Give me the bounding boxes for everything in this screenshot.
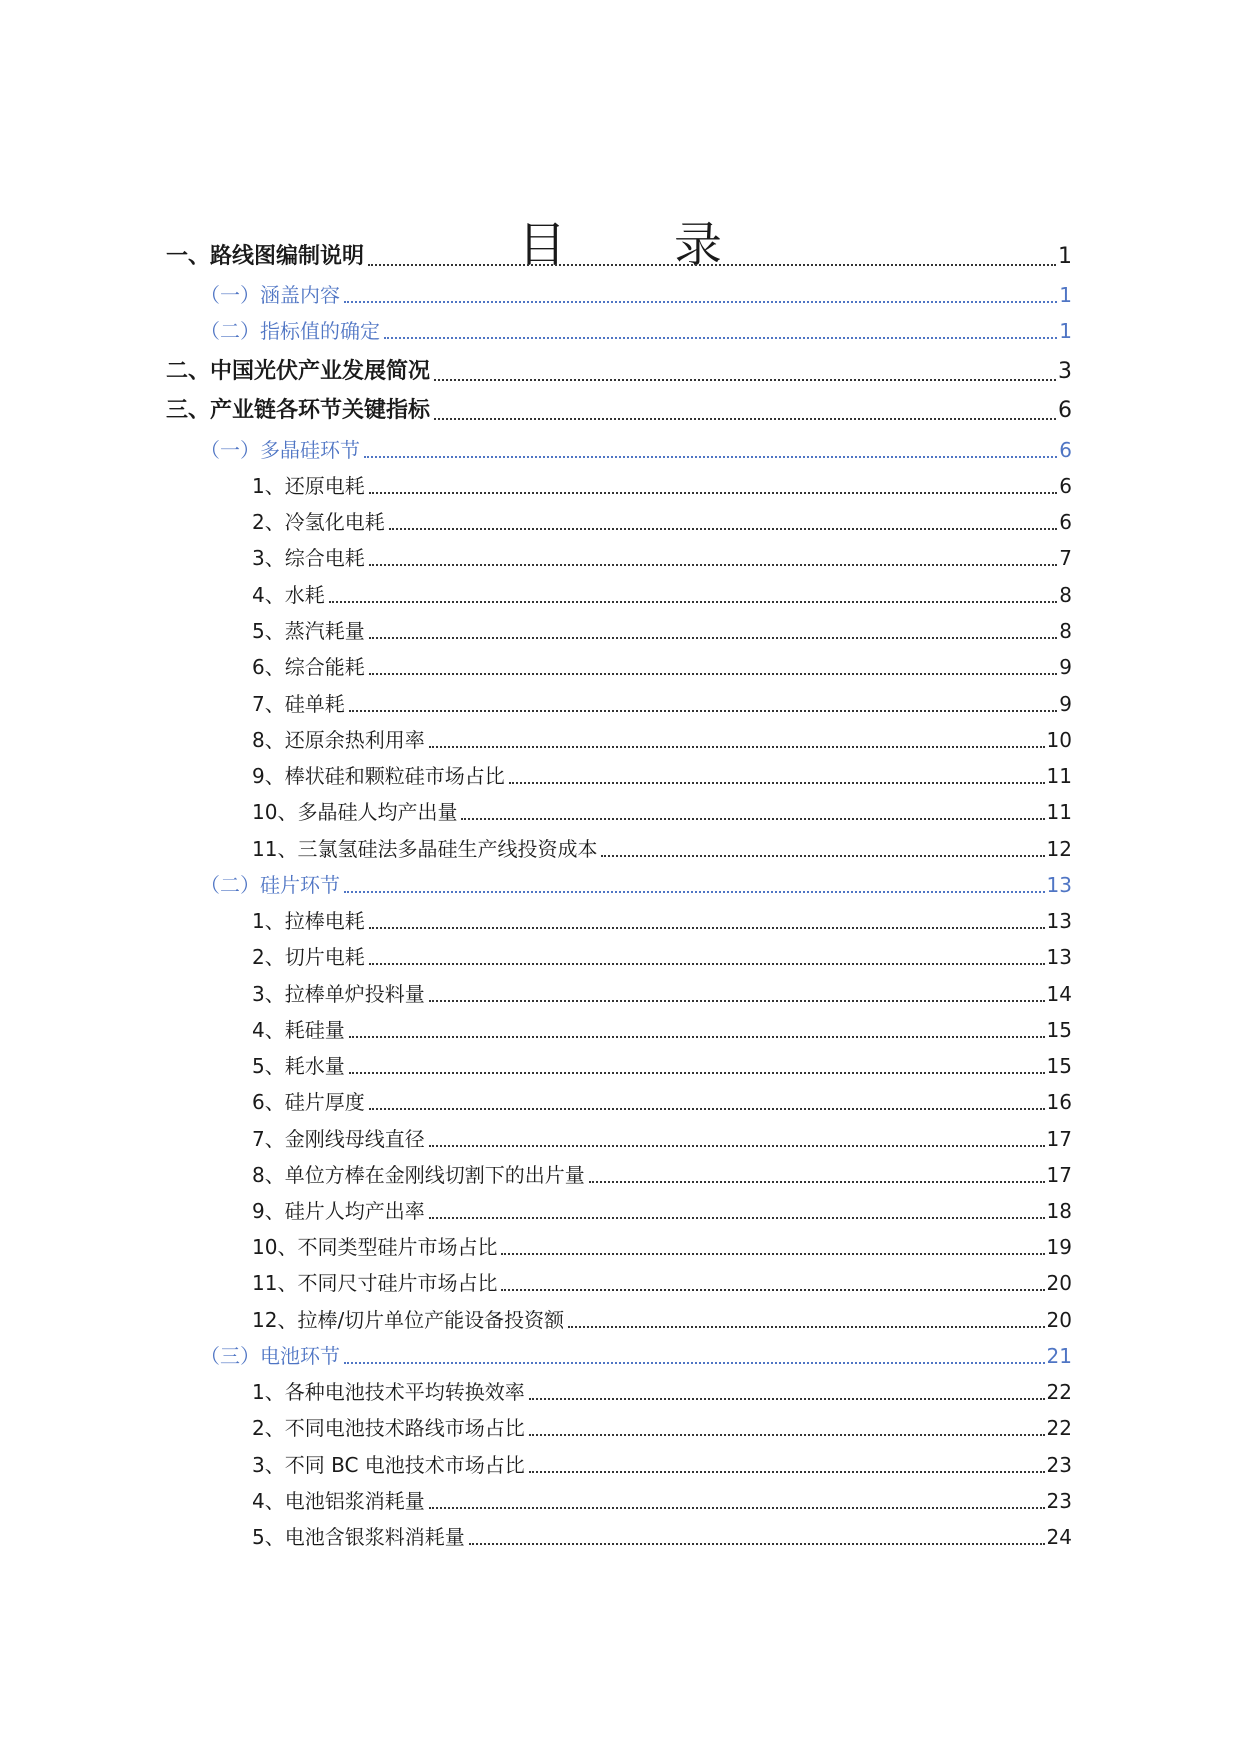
toc-dot-leader bbox=[568, 1326, 1044, 1328]
toc-entry-label: 11、三氯氢硅法多晶硅生产线投资成本 bbox=[252, 837, 598, 861]
toc-entry-label: 1、拉棒电耗 bbox=[252, 909, 365, 933]
toc-dot-leader bbox=[344, 891, 1045, 893]
toc-page-number: 13 bbox=[1046, 945, 1072, 969]
toc-chapter-entry[interactable] bbox=[166, 241, 1072, 273]
toc-entry-label: 12、拉棒/切片单位产能设备投资额 bbox=[252, 1308, 565, 1332]
toc-entry-label: 7、金刚线母线直径 bbox=[252, 1127, 425, 1151]
toc-item-entry[interactable] bbox=[252, 979, 1072, 1009]
toc-page-number: 22 bbox=[1046, 1380, 1072, 1404]
toc-item-entry[interactable] bbox=[252, 1377, 1072, 1407]
toc-entry-label: 9、硅片人均产出率 bbox=[252, 1199, 425, 1223]
toc-entry-label: 8、单位方棒在金刚线切割下的出片量 bbox=[252, 1163, 585, 1187]
toc-dot-leader bbox=[329, 601, 1058, 603]
toc-dot-leader bbox=[369, 564, 1058, 566]
toc-chapter-entry[interactable] bbox=[166, 395, 1072, 427]
toc-entry-label: 10、不同类型硅片市场占比 bbox=[252, 1235, 498, 1259]
toc-page-number: 20 bbox=[1046, 1308, 1072, 1332]
toc-item-entry[interactable] bbox=[252, 543, 1072, 573]
toc-entry-label: 7、硅单耗 bbox=[252, 692, 345, 716]
toc-page-number: 10 bbox=[1046, 728, 1072, 752]
toc-item-entry[interactable] bbox=[252, 1087, 1072, 1117]
toc-item-entry[interactable] bbox=[252, 725, 1072, 755]
toc-entry-label: 二、中国光伏产业发展简况 bbox=[166, 359, 431, 384]
toc-item-entry[interactable] bbox=[252, 1522, 1072, 1552]
toc-item-entry[interactable] bbox=[252, 507, 1072, 537]
toc-dot-leader bbox=[429, 1507, 1045, 1509]
toc-item-entry[interactable] bbox=[252, 761, 1072, 791]
toc-dot-leader bbox=[369, 963, 1045, 965]
toc-title: 目 录 bbox=[517, 217, 752, 274]
toc-dot-leader bbox=[429, 1145, 1045, 1147]
toc-dot-leader bbox=[529, 1434, 1045, 1436]
toc-entry-label: （三）电池环节 bbox=[200, 1344, 340, 1368]
toc-page-number: 23 bbox=[1046, 1453, 1072, 1477]
toc-page-number: 14 bbox=[1046, 982, 1072, 1006]
toc-dot-leader bbox=[349, 710, 1058, 712]
toc-dot-leader bbox=[434, 379, 1056, 381]
toc-item-entry[interactable] bbox=[252, 1486, 1072, 1516]
toc-entry-label: 3、综合电耗 bbox=[252, 546, 365, 570]
toc-page-number: 6 bbox=[1059, 474, 1072, 498]
toc-dot-leader bbox=[509, 782, 1045, 784]
toc-page-number: 11 bbox=[1046, 800, 1072, 824]
toc-dot-leader bbox=[501, 1253, 1044, 1255]
toc-entry-label: 3、拉棒单炉投料量 bbox=[252, 982, 425, 1006]
toc-dot-leader bbox=[589, 1181, 1045, 1183]
toc-entry-label: （一）多晶硅环节 bbox=[200, 438, 360, 462]
toc-page-number: 15 bbox=[1046, 1054, 1072, 1078]
toc-item-entry[interactable] bbox=[252, 906, 1072, 936]
toc-entry-label: 1、各种电池技术平均转换效率 bbox=[252, 1380, 525, 1404]
toc-dot-leader bbox=[469, 1543, 1045, 1545]
toc-item-entry[interactable] bbox=[252, 942, 1072, 972]
toc-dot-leader bbox=[434, 418, 1056, 420]
toc-entry-label: 一、路线图编制说明 bbox=[166, 244, 365, 269]
toc-dot-leader bbox=[389, 528, 1058, 530]
toc-item-entry[interactable] bbox=[252, 616, 1072, 646]
toc-page-number: 18 bbox=[1046, 1199, 1072, 1223]
toc-entry-label: 6、综合能耗 bbox=[252, 655, 365, 679]
toc-page-number: 9 bbox=[1059, 655, 1072, 679]
toc-entry-label: 4、耗硅量 bbox=[252, 1018, 345, 1042]
toc-entry-label: 5、电池含银浆料消耗量 bbox=[252, 1525, 465, 1549]
toc-entry-label: （二）指标值的确定 bbox=[200, 319, 380, 343]
toc-dot-leader bbox=[529, 1398, 1045, 1400]
toc-page-number: 21 bbox=[1046, 1344, 1072, 1368]
toc-item-entry[interactable] bbox=[252, 471, 1072, 501]
toc-dot-leader bbox=[429, 746, 1045, 748]
toc-dot-leader bbox=[364, 456, 1057, 458]
toc-item-entry[interactable] bbox=[252, 1268, 1072, 1298]
toc-dot-leader bbox=[384, 337, 1057, 339]
toc-page-number: 16 bbox=[1046, 1090, 1072, 1114]
toc-entry-label: 2、切片电耗 bbox=[252, 945, 365, 969]
toc-page-number: 3 bbox=[1058, 359, 1072, 384]
toc-dot-leader bbox=[349, 1072, 1045, 1074]
toc-entry-label: 9、棒状硅和颗粒硅市场占比 bbox=[252, 764, 505, 788]
toc-item-entry[interactable] bbox=[252, 689, 1072, 719]
toc-item-entry[interactable] bbox=[252, 1305, 1072, 1335]
toc-entry-label: 5、耗水量 bbox=[252, 1054, 345, 1078]
toc-page-number: 24 bbox=[1046, 1525, 1072, 1549]
toc-page-number: 8 bbox=[1059, 619, 1072, 643]
toc-page-number: 23 bbox=[1046, 1489, 1072, 1513]
toc-entry-label: 4、电池铝浆消耗量 bbox=[252, 1489, 425, 1513]
toc-dot-leader bbox=[369, 673, 1058, 675]
toc-dot-leader bbox=[369, 492, 1058, 494]
toc-page-number: 7 bbox=[1059, 546, 1072, 570]
toc-dot-leader bbox=[369, 927, 1045, 929]
toc-entry-label: 8、还原余热利用率 bbox=[252, 728, 425, 752]
toc-item-entry[interactable] bbox=[252, 1015, 1072, 1045]
toc-item-entry[interactable] bbox=[252, 1196, 1072, 1226]
toc-page-number: 6 bbox=[1059, 510, 1072, 534]
toc-entry-label: 5、蒸汽耗量 bbox=[252, 619, 365, 643]
toc-section-entry[interactable] bbox=[200, 280, 1072, 310]
toc-item-entry[interactable] bbox=[252, 1450, 1072, 1480]
toc-entry-label: 10、多晶硅人均产出量 bbox=[252, 800, 458, 824]
toc-dot-leader bbox=[429, 1000, 1045, 1002]
toc-item-entry[interactable] bbox=[252, 834, 1072, 864]
toc-entry-label: 3、不同 BC 电池技术市场占比 bbox=[252, 1453, 525, 1477]
toc-entry-label: （二）硅片环节 bbox=[200, 873, 340, 897]
toc-page-number: 1 bbox=[1059, 283, 1072, 307]
toc-item-entry[interactable] bbox=[252, 580, 1072, 610]
toc-dot-leader bbox=[461, 818, 1044, 820]
toc-dot-leader bbox=[529, 1471, 1045, 1473]
toc-page-number: 6 bbox=[1059, 438, 1072, 462]
toc-entry-label: 6、硅片厚度 bbox=[252, 1090, 365, 1114]
toc-entry-label: 2、不同电池技术路线市场占比 bbox=[252, 1416, 525, 1440]
toc-dot-leader bbox=[344, 301, 1057, 303]
toc-page-number: 15 bbox=[1046, 1018, 1072, 1042]
toc-page-number: 1 bbox=[1059, 319, 1072, 343]
toc-page-number: 22 bbox=[1046, 1416, 1072, 1440]
toc-entry-label: 1、还原电耗 bbox=[252, 474, 365, 498]
toc-entry-label: （一）涵盖内容 bbox=[200, 283, 340, 307]
toc-item-entry[interactable] bbox=[252, 797, 1072, 827]
toc-page-number: 12 bbox=[1046, 837, 1072, 861]
toc-entry-label: 11、不同尺寸硅片市场占比 bbox=[252, 1271, 498, 1295]
toc-dot-leader bbox=[429, 1217, 1045, 1219]
toc-item-entry[interactable] bbox=[252, 652, 1072, 682]
toc-page-number: 1 bbox=[1058, 244, 1072, 269]
toc-dot-leader bbox=[368, 264, 1056, 266]
toc-entry-label: 4、水耗 bbox=[252, 583, 325, 607]
toc-section-entry[interactable] bbox=[200, 1341, 1072, 1371]
toc-dot-leader bbox=[369, 1108, 1045, 1110]
toc-page-number: 11 bbox=[1046, 764, 1072, 788]
toc-dot-leader bbox=[369, 637, 1058, 639]
toc-item-entry[interactable] bbox=[252, 1160, 1072, 1190]
toc-dot-leader bbox=[344, 1362, 1045, 1364]
toc-page-number: 8 bbox=[1059, 583, 1072, 607]
toc-item-entry[interactable] bbox=[252, 1413, 1072, 1443]
toc-page-number: 17 bbox=[1046, 1127, 1072, 1151]
toc-page-number: 19 bbox=[1046, 1235, 1072, 1259]
toc-section-entry[interactable] bbox=[200, 316, 1072, 346]
toc-dot-leader bbox=[349, 1036, 1045, 1038]
toc-section-entry[interactable] bbox=[200, 435, 1072, 465]
toc-section-entry[interactable] bbox=[200, 870, 1072, 900]
toc-entry-label: 2、冷氢化电耗 bbox=[252, 510, 385, 534]
toc-item-entry[interactable] bbox=[252, 1124, 1072, 1154]
toc-page-number: 17 bbox=[1046, 1163, 1072, 1187]
toc-item-entry[interactable] bbox=[252, 1051, 1072, 1081]
toc-page-number: 20 bbox=[1046, 1271, 1072, 1295]
toc-dot-leader bbox=[601, 855, 1044, 857]
toc-page-number: 6 bbox=[1058, 398, 1072, 423]
toc-page-number: 9 bbox=[1059, 692, 1072, 716]
toc-page-number: 13 bbox=[1046, 873, 1072, 897]
toc-item-entry[interactable] bbox=[252, 1232, 1072, 1262]
toc-dot-leader bbox=[501, 1289, 1044, 1291]
toc-chapter-entry[interactable] bbox=[166, 356, 1072, 388]
toc-entry-label: 三、产业链各环节关键指标 bbox=[166, 398, 431, 423]
toc-page-number: 13 bbox=[1046, 909, 1072, 933]
